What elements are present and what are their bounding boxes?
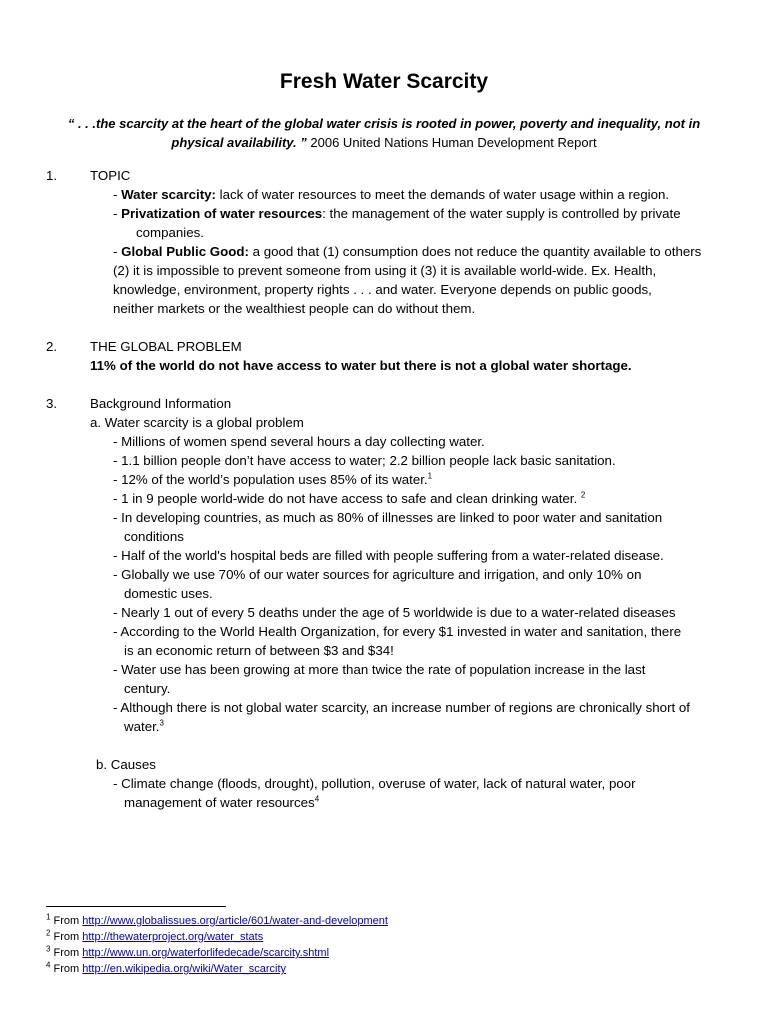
def-gpg-2: (2) it is impossible to prevent someone from using it (3) it is available world-wide. Ex. Health, [113, 263, 657, 278]
subheading-a: a. Water scarcity is a global problem [90, 415, 304, 430]
list-item: - Nearly 1 out of every 5 deaths under the age of 5 worldwide is due to a water-related diseases [113, 605, 676, 620]
section-2-heading: THE GLOBAL PROBLEM [90, 339, 242, 354]
footnote-ref: 2 [580, 490, 586, 500]
list-item: - In developing countries, as much as 80% of illnesses are linked to poor water and sanitation [113, 510, 663, 525]
epigraph-quote [60, 114, 708, 152]
footnote-ref: 3 [159, 718, 164, 728]
list-item-continuation: conditions [124, 529, 184, 544]
list-item: - 1.1 billion people don’t have access to water; 2.2 billion people lack basic sanitation. [113, 453, 616, 468]
quote-source: 2006 United Nations Human Development Report [306, 135, 597, 150]
list-item-continuation [124, 717, 164, 736]
list-item-text: management of water resources [124, 795, 315, 810]
list-item-continuation: is an economic return of between $3 and $34! [124, 643, 394, 658]
page-title: Fresh Water Scarcity [279, 70, 489, 93]
section-1-heading: TOPIC [90, 168, 131, 183]
footnote-ref: 4 [314, 794, 320, 804]
global-problem-statement: 11% of the world do not have access to water but there is not a global water shortage. [90, 358, 632, 373]
def-gpg-1: a good that (1) consumption does not reduce the quantity available to others [248, 244, 702, 259]
footnote-prefix: From [50, 915, 83, 927]
def-water-scarcity: lack of water resources to meet the demands of water usage within a region. [215, 187, 670, 202]
list-item-continuation [124, 793, 319, 812]
footnote-prefix: From [50, 947, 83, 959]
footnote-prefix: From [50, 963, 83, 975]
list-item-text: water. [124, 719, 160, 734]
footnote-3 [46, 946, 329, 961]
section-3-heading: Background Information [90, 396, 232, 411]
footnote-link[interactable]: http://en.wikipedia.org/wiki/Water_scarcity [82, 963, 287, 975]
term-privatization: Privatization of water resources [121, 206, 323, 221]
list-item: - Millions of women spend several hours a day collecting water. [113, 434, 485, 449]
list-item [113, 470, 432, 489]
list-item: - Globally we use 70% of our water sources for agriculture and irrigation, and only 10% on [113, 567, 642, 582]
list-item: - Although there is not global water scarcity, an increase number of regions are chronically short of [113, 700, 690, 715]
section-1-number: 1. [46, 168, 58, 183]
footnote-divider [46, 906, 226, 907]
def-privatization-2: companies. [136, 225, 204, 240]
footnote-mark: 4 [46, 960, 51, 970]
footnote-link[interactable]: http://thewaterproject.org/water_stats [82, 931, 264, 943]
footnote-1 [46, 914, 388, 929]
def-privatization-1: : the management of the water supply is controlled by private [322, 206, 681, 221]
footnote-mark: 2 [46, 928, 51, 938]
definition-global-public-good: - Global Public Good: a good that (1) consumption does not reduce the quantity available to others [113, 244, 702, 259]
list-item: - Water use has been growing at more than twice the rate of population increase in the last [113, 662, 646, 677]
section-3-number: 3. [46, 396, 58, 411]
footnote-4 [46, 962, 286, 977]
quote-text: “ . . .the scarcity at the heart of the global water crisis is rooted in power, poverty and inequality, not in physical availability. ” [67, 116, 701, 150]
def-gpg-4: neither markets or the wealthiest people can do without them. [113, 301, 476, 316]
footnote-2 [46, 930, 263, 945]
subheading-b: b. Causes [96, 757, 156, 772]
definition-water-scarcity: - Water scarcity: lack of water resources to meet the demands of water usage within a region. [113, 187, 670, 202]
list-item: - Half of the world's hospital beds are filled with people suffering from a water-related disease. [113, 548, 664, 563]
footnote-mark: 3 [46, 944, 51, 954]
footnote-link[interactable]: http://www.un.org/waterforlifedecade/scarcity.shtml [82, 947, 330, 959]
def-gpg-3: knowledge, environment, property rights . . . and water. Everyone depends on public goods, [113, 282, 652, 297]
footnote-ref: 1 [427, 471, 433, 481]
list-item: - According to the World Health Organization, for every $1 invested in water and sanitation, there [113, 624, 682, 639]
section-2-number: 2. [46, 339, 58, 354]
footnote-link[interactable]: http://www.globalissues.org/article/601/water-and-development [82, 915, 388, 927]
list-item: - Climate change (floods, drought), pollution, overuse of water, lack of natural water, poor [113, 776, 636, 791]
list-item-text: - 1 in 9 people world-wide do not have access to safe and clean drinking water. [113, 491, 581, 506]
footnote-prefix: From [50, 931, 83, 943]
definition-privatization: - Privatization of water resources: the management of the water supply is controlled by private [113, 206, 681, 221]
term-global-public-good: Global Public Good: [121, 244, 249, 259]
footnote-mark: 1 [46, 912, 51, 922]
term-water-scarcity: Water scarcity: [121, 187, 216, 202]
list-item [113, 489, 585, 508]
list-item-text: - 12% of the world’s population uses 85% of its water. [113, 472, 428, 487]
list-item-continuation: domestic uses. [124, 586, 213, 601]
list-item-continuation: century. [124, 681, 171, 696]
